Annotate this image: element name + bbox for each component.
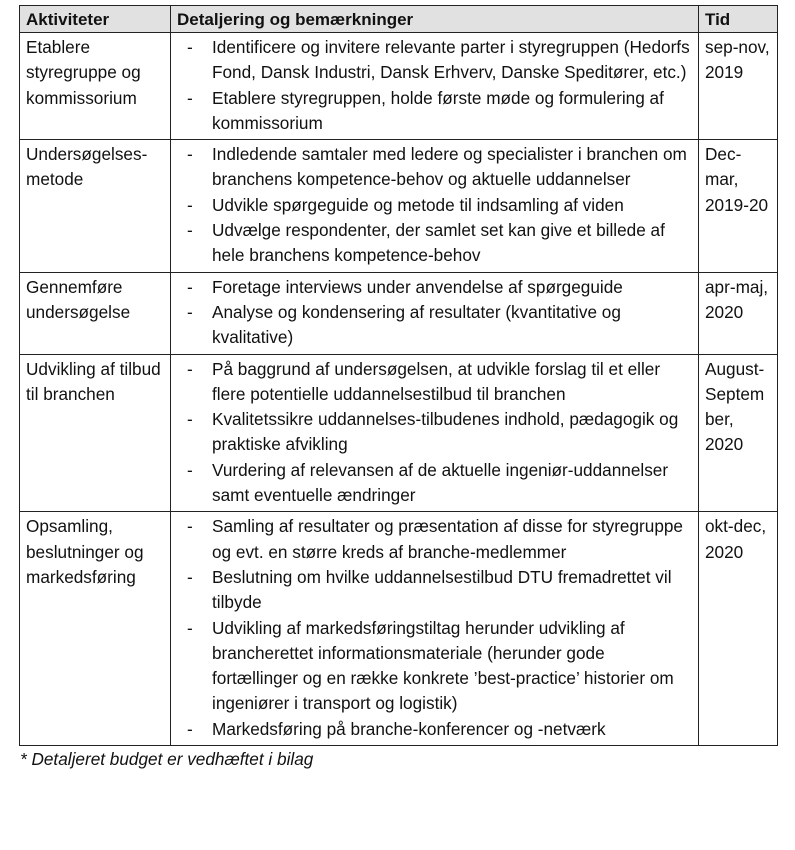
list-item	[177, 565, 692, 616]
bullet-dash: -	[187, 220, 193, 241]
bullet-dash: -	[187, 87, 193, 108]
list-item	[177, 218, 692, 269]
details-cell	[171, 272, 699, 354]
bullet-dash: -	[187, 566, 193, 587]
bullet-dash: -	[187, 276, 193, 297]
list-item	[177, 407, 692, 458]
activity-plan-table	[19, 5, 778, 746]
list-item	[177, 717, 692, 742]
list-item-text: Vurdering af relevansen af de aktuelle ingeniør-uddannelser samt eventuelle ændringer	[212, 459, 669, 506]
list-item-text: Indledende samtaler med ledere og specialister i branchen om branchens kompetence-behov og aktuelle uddannelser	[212, 144, 687, 190]
details-cell	[171, 512, 699, 746]
list-item	[177, 275, 692, 300]
list-item-text: Foretage interviews under anvendelse af spørgeguide	[212, 276, 623, 297]
activity-cell: Etablere styregruppe og kommissorium	[20, 33, 171, 140]
list-item	[177, 616, 692, 717]
list-item-text: Kvalitetssikre uddannelses-tilbudenes indhold, pædagogik og praktiske afvikling	[212, 409, 679, 455]
document	[19, 5, 777, 771]
list-item-text: Etablere styregruppen, holde første møde og formulering af kommissorium	[212, 87, 664, 133]
bullet-dash: -	[187, 194, 193, 215]
time-cell: apr-maj, 2020	[699, 272, 778, 354]
time-cell: Dec-mar, 2019-20	[699, 140, 778, 272]
details-list	[177, 275, 692, 351]
table-row	[20, 272, 778, 354]
activity-cell: Gennemføre undersøgelse	[20, 272, 171, 354]
list-item-text: Identificere og invitere relevante parter i styregruppen (Hedorfs Fond, Dansk Industri, Dansk Erhverv, Danske Speditører, etc.)	[212, 37, 690, 83]
bullet-dash: -	[187, 459, 193, 480]
column-header-time: Tid	[699, 6, 778, 33]
list-item	[177, 193, 692, 218]
bullet-dash: -	[187, 409, 193, 430]
list-item	[177, 458, 692, 509]
bullet-dash: -	[187, 718, 193, 739]
list-item-text: Udvikling af markedsføringstiltag herunder udvikling af brancherettet informationsmateriale (herunder gode fortællinger og en række konkrete ’best-practice’ historier om ingeniører i transport og logistik)	[212, 617, 674, 714]
bullet-dash: -	[187, 301, 193, 322]
list-item-text: På baggrund af undersøgelsen, at udvikle forslag til et eller flere potentielle uddannelsestilbud til branchen	[212, 358, 661, 404]
time-cell: okt-dec, 2020	[699, 512, 778, 746]
details-list	[177, 142, 692, 268]
bullet-dash: -	[187, 144, 193, 165]
list-item-text: Samling af resultater og præsentation af disse for styregruppe og evt. en større kreds af branche-medlemmer	[212, 516, 683, 562]
details-list	[177, 514, 692, 742]
activity-cell: Udvikling af tilbud til branchen	[20, 354, 171, 512]
column-header-details: Detaljering og bemærkninger	[171, 6, 699, 33]
list-item	[177, 514, 692, 565]
time-cell: August-September, 2020	[699, 354, 778, 512]
table-row	[20, 354, 778, 512]
activity-cell: Opsamling, beslutninger og markedsføring	[20, 512, 171, 746]
column-header-activities: Aktiviteter	[20, 6, 171, 33]
bullet-dash: -	[187, 358, 193, 379]
footnote: * Detaljeret budget er vedhæftet i bilag	[20, 749, 314, 770]
time-cell: sep-nov, 2019	[699, 33, 778, 140]
activity-cell: Undersøgelses-metode	[20, 140, 171, 272]
list-item	[177, 142, 692, 193]
list-item-text: Analyse og kondensering af resultater (kvantitative og kvalitative)	[212, 301, 621, 348]
bullet-dash: -	[187, 37, 193, 57]
list-item-text: Udvælge respondenter, der samlet set kan give et billede af hele branchens kompetence-behov	[212, 220, 665, 266]
list-item	[177, 35, 692, 86]
bullet-dash: -	[187, 617, 193, 638]
table-row	[20, 512, 778, 746]
details-cell	[171, 33, 699, 140]
list-item-text: Udvikle spørgeguide og metode til indsamling af viden	[212, 194, 624, 215]
list-item	[177, 357, 692, 408]
list-item	[177, 86, 692, 137]
details-cell	[171, 140, 699, 272]
list-item-text: Markedsføring på branche-konferencer og -netværk	[212, 718, 606, 739]
details-list	[177, 35, 692, 136]
list-item	[177, 300, 692, 351]
bullet-dash: -	[187, 516, 193, 537]
table-header-row	[20, 6, 778, 33]
table-row	[20, 33, 778, 140]
list-item-text: Beslutning om hvilke uddannelsestilbud DTU fremadrettet vil tilbyde	[212, 566, 672, 613]
details-list	[177, 357, 692, 509]
table-row	[20, 140, 778, 272]
details-cell	[171, 354, 699, 512]
